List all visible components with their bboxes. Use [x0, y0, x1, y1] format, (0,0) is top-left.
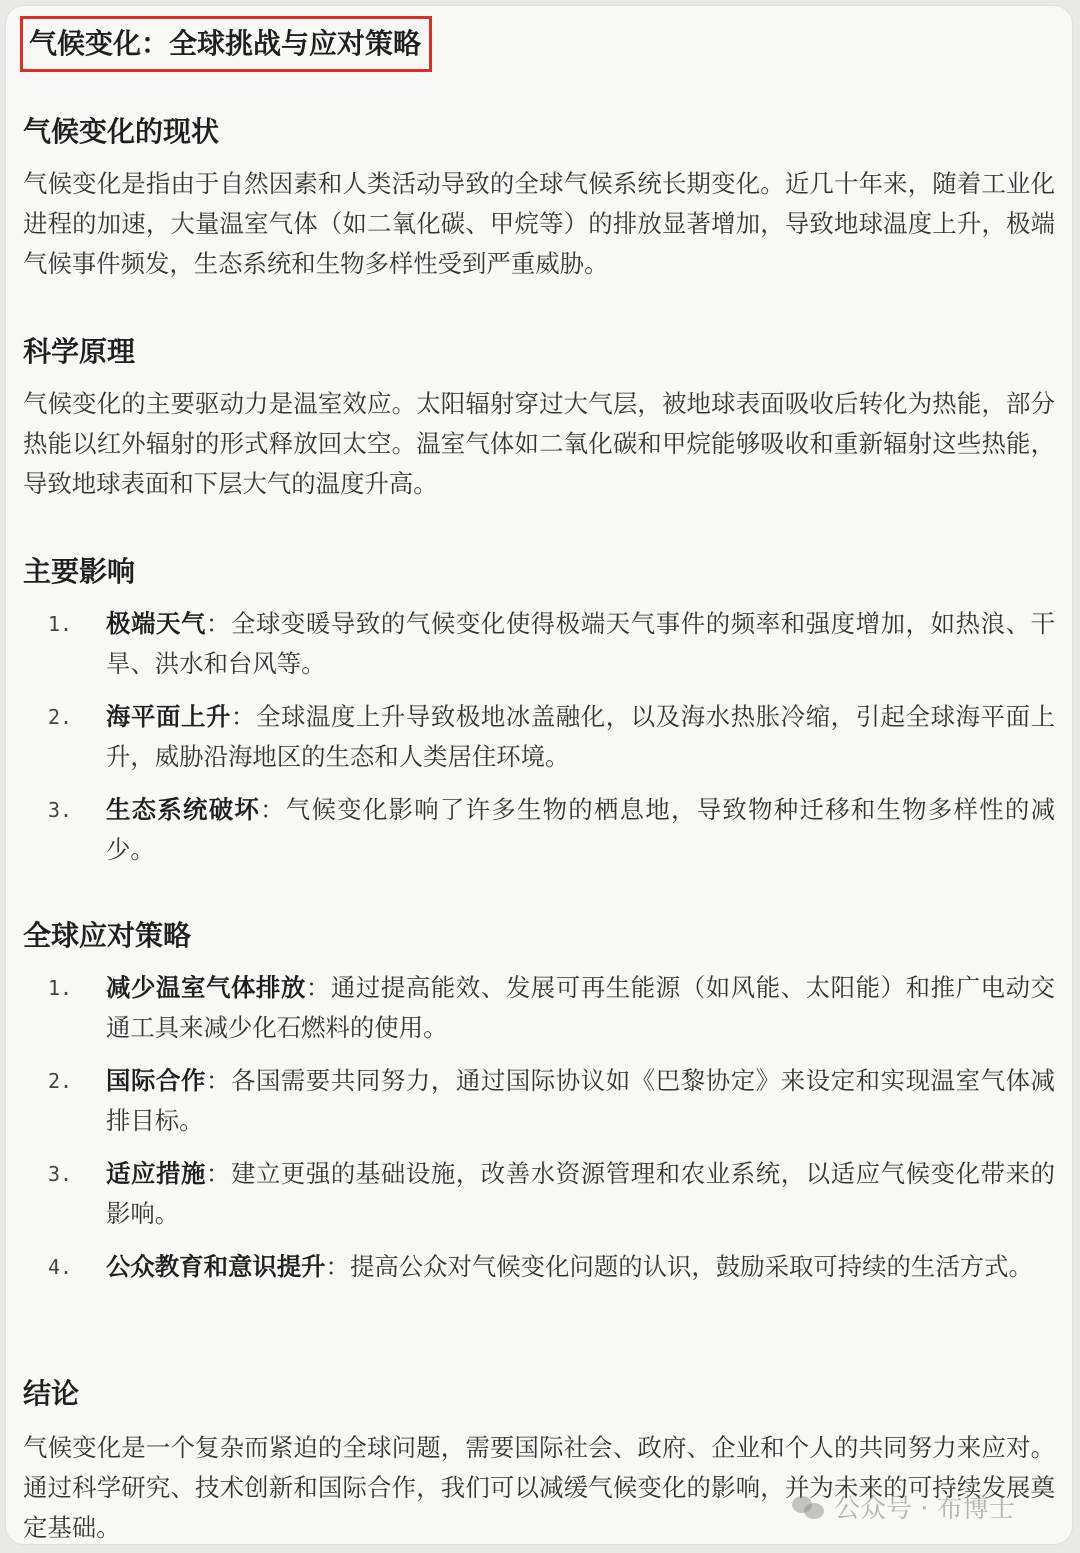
list-number: 3.	[48, 798, 73, 822]
strategies-list	[23, 968, 1055, 1287]
list-item	[23, 1154, 1055, 1234]
list-number: 1.	[48, 612, 73, 636]
watermark-text: 公众号 · 布博士	[834, 1494, 1015, 1524]
document-card	[6, 6, 1072, 1544]
list-item-term: 公众教育和意识提升	[106, 1252, 326, 1281]
list-item	[23, 968, 1055, 1048]
list-number: 4.	[48, 1255, 73, 1279]
list-number: 3.	[48, 1162, 73, 1186]
list-item-text: 全球温度上升导致极地冰盖融化，以及海水热胀冷缩，引起全球海平面上升，威胁沿海地区的生态和人类居住环境。	[106, 702, 1055, 771]
list-item-term: 减少温室气体排放	[106, 973, 306, 1002]
wechat-icon	[792, 1494, 826, 1520]
list-item	[23, 1247, 1055, 1287]
paragraph-conclusion: 气候变化是一个复杂而紧迫的全球问题，需要国际社会、政府、企业和个人的共同努力来应对。通过科学研究、技术创新和国际合作，我们可以减缓气候变化的影响，并为未来的可持续发展奠定基础。	[23, 1433, 1055, 1542]
list-item-term: 海平面上升	[106, 702, 231, 731]
list-item-separator: ：	[205, 1066, 231, 1095]
list-item-separator: ：	[205, 609, 231, 638]
list-number: 2.	[48, 1069, 73, 1093]
list-item-text: 提高公众对气候变化问题的认识，鼓励采取可持续的生活方式。	[349, 1252, 1033, 1281]
list-number: 2.	[48, 705, 73, 729]
list-item	[23, 604, 1055, 684]
paragraph-science: 气候变化的主要驱动力是温室效应。太阳辐射穿过大气层，被地球表面吸收后转化为热能，部分热能以红外辐射的形式释放回太空。温室气体如二氧化碳和甲烷能够吸收和重新辐射这些热能，导致地球表面和下层大气的温度升高。	[23, 389, 1055, 498]
list-item-text: 各国需要共同努力，通过国际协议如《巴黎协定》来设定和实现温室气体减排目标。	[106, 1066, 1055, 1135]
list-item-separator: ：	[230, 702, 256, 731]
list-number: 1.	[48, 976, 73, 1000]
list-item-separator: ：	[205, 1159, 231, 1188]
list-item	[23, 790, 1055, 870]
section-heading-conclusion: 结论	[23, 1377, 80, 1410]
list-item-text: 气候变化影响了许多生物的栖息地，导致物种迁移和生物多样性的减少。	[106, 795, 1055, 864]
list-item-term: 国际合作	[106, 1066, 206, 1095]
list-item-text: 通过提高能效、发展可再生能源（如风能、太阳能）和推广电动交通工具来减少化石燃料的使用。	[106, 973, 1055, 1042]
list-item-separator: ：	[260, 795, 286, 824]
list-item-text: 建立更强的基础设施，改善水资源管理和农业系统，以适应气候变化带来的影响。	[106, 1159, 1055, 1228]
document-title: 气候变化：全球挑战与应对策略	[20, 16, 432, 72]
list-item-separator: ：	[325, 1252, 350, 1281]
section-heading-impacts: 主要影响	[23, 555, 136, 588]
section-heading-science: 科学原理	[23, 335, 136, 368]
impacts-list	[23, 604, 1055, 870]
list-item	[23, 1061, 1055, 1141]
list-item-term: 适应措施	[106, 1159, 206, 1188]
paragraph-status: 气候变化是指由于自然因素和人类活动导致的全球气候系统长期变化。近几十年来，随着工业化进程的加速，大量温室气体（如二氧化碳、甲烷等）的排放显著增加，导致地球温度上升，极端气候事件频发，生态系统和生物多样性受到严重威胁。	[23, 169, 1055, 278]
list-item-separator: ：	[305, 973, 331, 1002]
list-item-text: 全球变暖导致的气候变化使得极端天气事件的频率和强度增加，如热浪、干旱、洪水和台风等。	[106, 609, 1055, 678]
section-heading-status: 气候变化的现状	[23, 115, 220, 148]
list-item-term: 极端天气	[106, 609, 206, 638]
list-item-term: 生态系统破坏	[106, 795, 261, 824]
watermark	[792, 1488, 1015, 1525]
list-item	[23, 697, 1055, 777]
section-heading-strategies: 全球应对策略	[23, 919, 192, 952]
